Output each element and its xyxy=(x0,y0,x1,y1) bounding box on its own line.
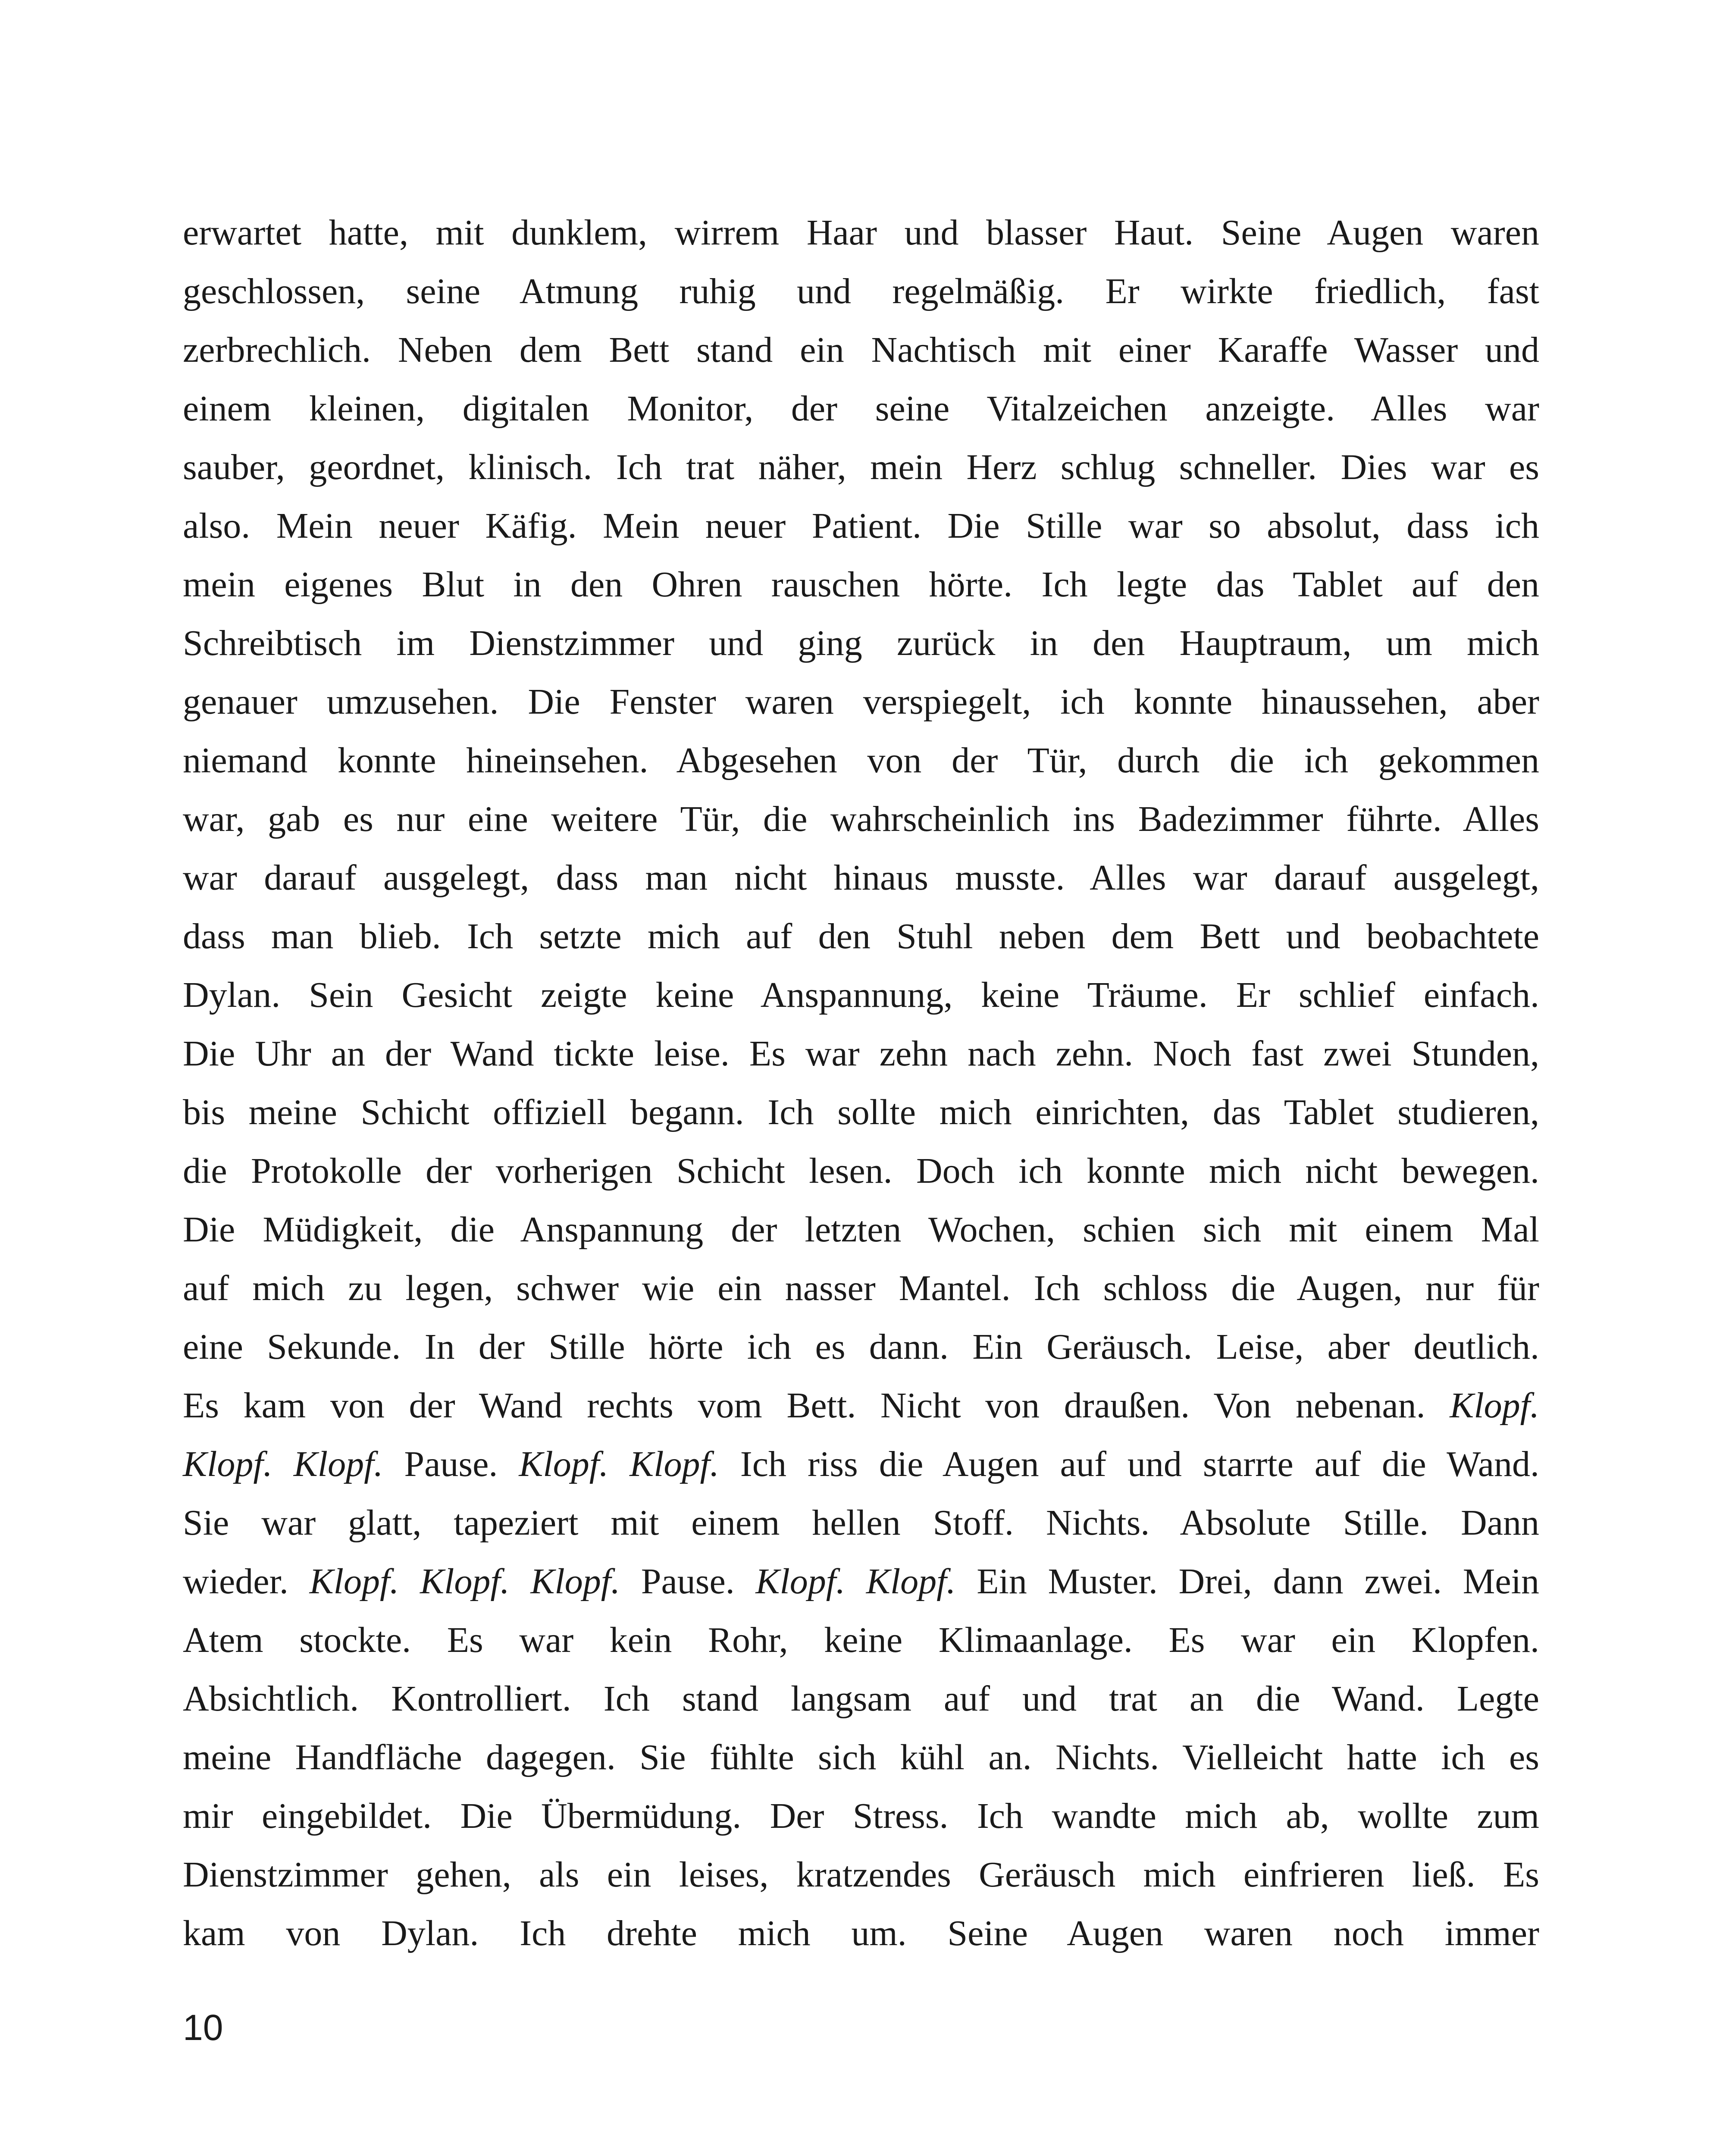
text-line xyxy=(183,731,1539,790)
text-segment: erwartet hatte, mit dunklem, wirrem Haar und blasser Haut. Seine Augen waren xyxy=(183,213,1539,253)
italic-text-segment: Klopf. Klopf. xyxy=(755,1561,956,1601)
text-line xyxy=(183,1083,1539,1142)
text-line xyxy=(183,1728,1539,1787)
text-line xyxy=(183,1259,1539,1318)
text-segment: Sie war glatt, tapeziert mit einem hellen Stoff. Nichts. Absolute Stille. Dann xyxy=(183,1503,1539,1543)
text-segment: zerbrechlich. Neben dem Bett stand ein Nachtisch mit einer Karaffe Wasser und xyxy=(183,330,1539,370)
text-segment: sauber, geordnet, klinisch. Ich trat näher, mein Herz schlug schneller. Dies war es xyxy=(183,447,1539,487)
text-segment: Ich riss die Augen auf und starrte auf die Wand. xyxy=(719,1444,1539,1484)
text-line xyxy=(183,1494,1539,1552)
text-line xyxy=(183,1552,1539,1611)
text-segment: einem kleinen, digitalen Monitor, der seine Vitalzeichen anzeigte. Alles war xyxy=(183,389,1539,429)
text-line xyxy=(183,1435,1539,1494)
text-segment: war, gab es nur eine weitere Tür, die wahrscheinlich ins Badezimmer führte. Alles xyxy=(183,799,1539,839)
text-segment: Ein Muster. Drei, dann zwei. Mein xyxy=(955,1561,1540,1601)
text-line xyxy=(183,849,1539,907)
text-segment: Schreibtisch im Dienstzimmer und ging zurück in den Hauptraum, um mich xyxy=(183,623,1539,663)
italic-text-segment: Klopf. Klopf. Klopf. xyxy=(309,1561,620,1601)
text-segment: genauer umzusehen. Die Fenster waren verspiegelt, ich konnte hinaussehen, aber xyxy=(183,682,1539,722)
text-segment: bis meine Schicht offiziell begann. Ich sollte mich einrichten, das Tablet studieren, xyxy=(183,1092,1539,1132)
text-line xyxy=(183,673,1539,731)
text-line xyxy=(183,1142,1539,1200)
text-segment: Absichtlich. Kontrolliert. Ich stand langsam auf und trat an die Wand. Legte xyxy=(183,1679,1539,1719)
text-line xyxy=(183,497,1539,555)
text-line xyxy=(183,614,1539,673)
text-segment: mir eingebildet. Die Übermüdung. Der Stress. Ich wandte mich ab, wollte zum xyxy=(183,1796,1539,1836)
text-segment: Die Müdigkeit, die Anspannung der letzten Wochen, schien sich mit einem Mal xyxy=(183,1210,1539,1250)
text-line xyxy=(183,438,1539,497)
text-segment: niemand konnte hineinsehen. Abgesehen von der Tür, durch die ich gekommen xyxy=(183,740,1539,780)
text-segment: kam von Dylan. Ich drehte mich um. Seine Augen waren noch immer xyxy=(183,1913,1539,1953)
text-segment: Dienstzimmer gehen, als ein leises, kratzendes Geräusch mich einfrieren ließ. Es xyxy=(183,1855,1539,1895)
text-segment: war darauf ausgelegt, dass man nicht hinaus musste. Alles war darauf ausgelegt, xyxy=(183,858,1539,898)
text-line xyxy=(183,1904,1539,1963)
text-segment: die Protokolle der vorherigen Schicht lesen. Doch ich konnte mich nicht bewegen. xyxy=(183,1151,1539,1191)
body-text xyxy=(183,204,1539,1963)
text-line xyxy=(183,321,1539,379)
text-line xyxy=(183,1611,1539,1670)
text-line xyxy=(183,907,1539,966)
text-line xyxy=(183,1376,1539,1435)
text-line xyxy=(183,379,1539,438)
text-line xyxy=(183,1200,1539,1259)
text-segment: meine Handfläche dagegen. Sie fühlte sich kühl an. Nichts. Vielleicht hatte ich es xyxy=(183,1737,1539,1777)
text-line xyxy=(183,790,1539,849)
text-line xyxy=(183,1670,1539,1728)
text-segment: auf mich zu legen, schwer wie ein nasser Mantel. Ich schloss die Augen, nur für xyxy=(183,1268,1539,1308)
italic-text-segment: Klopf. Klopf. xyxy=(519,1444,719,1484)
text-segment: dass man blieb. Ich setzte mich auf den Stuhl neben dem Bett und beobachtete xyxy=(183,916,1539,956)
text-segment: Es kam von der Wand rechts vom Bett. Nicht von draußen. Von nebenan. xyxy=(183,1385,1450,1426)
text-segment: eine Sekunde. In der Stille hörte ich es dann. Ein Geräusch. Leise, aber deutlich. xyxy=(183,1327,1539,1367)
text-line xyxy=(183,966,1539,1025)
text-line xyxy=(183,1318,1539,1376)
text-segment: Die Uhr an der Wand tickte leise. Es war zehn nach zehn. Noch fast zwei Stunden, xyxy=(183,1034,1539,1074)
text-segment: Dylan. Sein Gesicht zeigte keine Anspannung, keine Träume. Er schlief einfach. xyxy=(183,975,1539,1015)
text-line xyxy=(183,204,1539,262)
text-line xyxy=(183,262,1539,321)
text-line xyxy=(183,1025,1539,1083)
text-segment: mein eigenes Blut in den Ohren rauschen hörte. Ich legte das Tablet auf den xyxy=(183,564,1539,605)
text-segment: also. Mein neuer Käfig. Mein neuer Patient. Die Stille war so absolut, dass ich xyxy=(183,506,1539,546)
text-segment: Pause. xyxy=(383,1444,519,1484)
text-segment: geschlossen, seine Atmung ruhig und regelmäßig. Er wirkte friedlich, fast xyxy=(183,271,1539,311)
text-segment: wieder. xyxy=(183,1561,310,1601)
text-segment: Pause. xyxy=(620,1561,756,1601)
italic-text-segment: Klopf. Klopf. xyxy=(183,1444,383,1484)
text-line xyxy=(183,1787,1539,1846)
text-line xyxy=(183,1846,1539,1904)
text-segment: Atem stockte. Es war kein Rohr, keine Klimaanlage. Es war ein Klopfen. xyxy=(183,1620,1539,1660)
page-number: 10 xyxy=(183,2007,223,2048)
italic-text-segment: Klopf. xyxy=(1450,1385,1539,1426)
text-line xyxy=(183,555,1539,614)
